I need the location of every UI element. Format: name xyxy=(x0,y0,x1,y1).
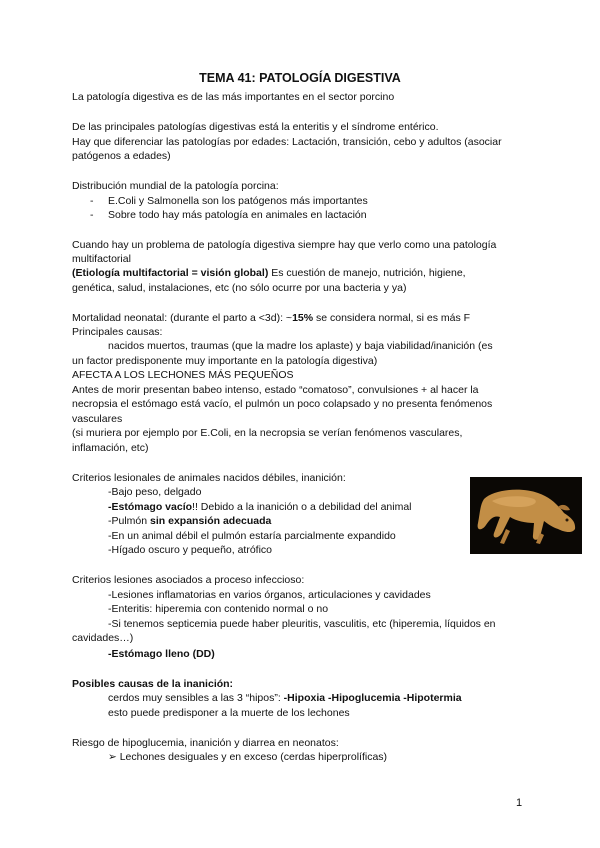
list-item: ➢ Lechones desiguales y en exceso (cerdas hiperprolíficas) xyxy=(108,751,388,763)
piglet-illustration xyxy=(470,477,582,554)
text-span: -Pulmón xyxy=(108,515,151,527)
paragraph-line: patógenos a edades) xyxy=(72,150,171,162)
page-number: 1 xyxy=(516,797,523,809)
list-item-text: Sobre todo hay más patología en animales en lactación xyxy=(108,209,367,221)
list-item: -Hígado oscuro y pequeño, atrófico xyxy=(108,544,273,556)
section-heading: Riesgo de hipoglucemia, inanición y diarrea en neonatos: xyxy=(72,737,339,749)
paragraph-line: De las principales patologías digestivas está la enteritis y el síndrome entérico. xyxy=(72,121,439,133)
text-span: se considera normal, si es más F xyxy=(313,312,471,324)
list-item: -Enteritis: hiperemia con contenido normal o no xyxy=(108,603,329,615)
paragraph-line xyxy=(72,267,466,280)
list-item-text: E.Coli y Salmonella son los patógenos más importantes xyxy=(108,195,368,207)
paragraph-line xyxy=(72,312,470,325)
paragraph-line: esto puede predisponer a la muerte de los lechones xyxy=(108,707,350,719)
text-span: Mortalidad neonatal: (durante el parto a <3d): ~ xyxy=(72,312,293,324)
list-item: -En un animal débil el pulmón estaría parcialmente expandido xyxy=(108,530,396,542)
paragraph-line xyxy=(108,692,462,705)
section-heading xyxy=(72,678,233,691)
text-span: Es cuestión de manejo, nutrición, higiene, xyxy=(268,267,466,279)
paragraph-line: un factor predisponente muy importante en la patología digestiva) xyxy=(72,355,378,367)
paragraph-line: genética, salud, instalaciones, etc (no sólo ocurre por una bacteria y ya) xyxy=(72,282,407,294)
paragraph-line: (si muriera por ejemplo por E.Coli, en la necropsia se verían fenómenos vasculares, xyxy=(72,427,463,439)
bold-text: sin expansión adecuada xyxy=(150,515,272,527)
paragraph-line: Principales causas: xyxy=(72,326,163,338)
text-span: cerdos muy sensibles a las 3 “hipos”: xyxy=(108,692,284,704)
bullet-marker: - xyxy=(90,209,94,221)
paragraph-line: nacidos muertos, traumas (que la madre los aplaste) y baja viabilidad/inanición (es xyxy=(108,340,493,352)
section-heading: Criterios lesiones asociados a proceso infeccioso: xyxy=(72,574,305,586)
paragraph-line: multifactorial xyxy=(72,253,131,265)
bold-text: -Estómago lleno (DD) xyxy=(108,648,215,660)
paragraph-line: Hay que diferenciar las patologías por edades: Lactación, transición, cebo y adultos (asociar xyxy=(72,136,502,148)
paragraph-line: Antes de morir presentan babeo intenso, estado “comatoso”, convulsiones + al hacer la xyxy=(72,384,479,396)
bullet-marker: - xyxy=(90,195,94,207)
list-item-continuation: cavidades…) xyxy=(72,632,134,644)
bold-text: -Estómago vacío xyxy=(108,501,193,513)
paragraph-line: necropsia el estómago está vacío, el pulmón un poco colapsado y no presenta fenómenos xyxy=(72,398,493,410)
list-item: -Bajo peso, delgado xyxy=(108,486,202,498)
bold-text: Posibles causas de la inanición: xyxy=(72,678,234,690)
intro-text: La patología digestiva es de las más importantes en el sector porcino xyxy=(72,91,395,103)
section-heading: Criterios lesionales de animales nacidos débiles, inanición: xyxy=(72,472,346,484)
list-item: -Si tenemos septicemia puede haber pleuritis, vasculitis, etc (hiperemia, líquidos en xyxy=(108,618,496,630)
bold-text: -Hipoxia -Hipoglucemia -Hipotermia xyxy=(283,692,462,704)
paragraph-line: AFECTA A LOS LECHONES MÁS PEQUEÑOS xyxy=(72,369,294,381)
text-span: !! Debido a la inanición o a debilidad del animal xyxy=(192,501,412,513)
list-item xyxy=(108,501,412,514)
list-item xyxy=(108,648,215,661)
paragraph-line: vasculares xyxy=(72,413,123,425)
paragraph-line: inflamación, etc) xyxy=(72,442,149,454)
piglet-photo xyxy=(470,477,582,554)
list-item: -Lesiones inflamatorias en varios órganos, articulaciones y cavidades xyxy=(108,589,431,601)
bold-text: 15% xyxy=(292,312,314,324)
bold-text: (Etiología multifactorial = visión global) xyxy=(72,267,269,279)
list-item xyxy=(108,515,271,528)
section-heading: Distribución mundial de la patología porcina: xyxy=(72,180,279,192)
page-title: TEMA 41: PATOLOGÍA DIGESTIVA xyxy=(199,71,401,85)
paragraph-line: Cuando hay un problema de patología digestiva siempre hay que verlo como una patología xyxy=(72,239,497,251)
